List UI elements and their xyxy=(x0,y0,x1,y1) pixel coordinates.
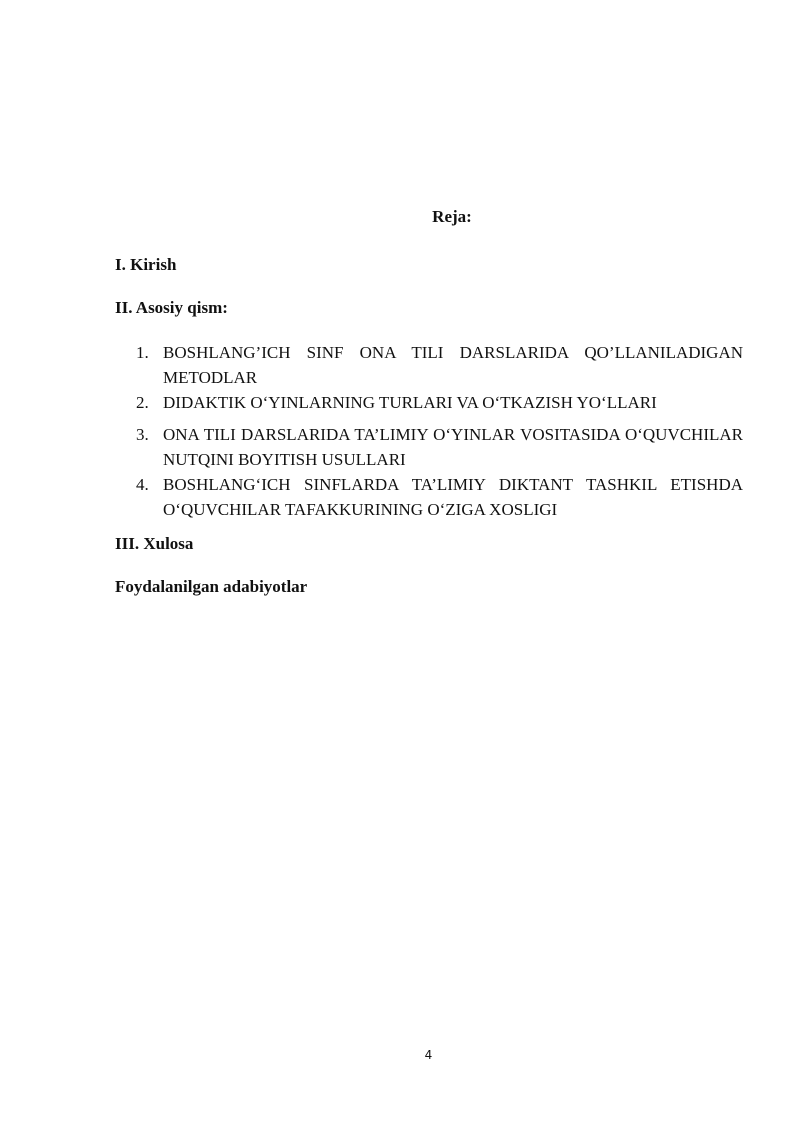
page-title: Reja: xyxy=(432,207,472,226)
page-number: 4 xyxy=(424,1048,433,1062)
list-item xyxy=(136,390,743,415)
list-item xyxy=(136,340,743,390)
list-item-number: 4. xyxy=(136,475,149,494)
list-item-text: BOSHLANG‘ICH SINFLARDA TA’LIMIY DIKTANT TASHKIL ETISHDA O‘QUVCHILAR TAFAKKURINING O‘ZIGA XOSLIGI xyxy=(163,475,743,519)
list-item-text: ONA TILI DARSLARIDA TA’LIMIY O‘YINLAR VOSITASIDA O‘QUVCHILAR NUTQINI BOYITISH USULLARI xyxy=(163,425,743,469)
list-item xyxy=(136,422,743,472)
list-item xyxy=(136,472,743,522)
list-item-text: BOSHLANG’ICH SINF ONA TILI DARSLARIDA QO’LLANILADIGAN METODLAR xyxy=(163,343,743,387)
list-item-number: 3. xyxy=(136,425,149,444)
list-item-text: DIDAKTIK O‘YINLARNING TURLARI VA O‘TKAZISH YO‘LLARI xyxy=(163,393,657,412)
section-heading-references: Foydalanilgan adabiyotlar xyxy=(115,577,308,596)
list-item-number: 1. xyxy=(136,343,149,362)
section-heading-intro: I. Kirish xyxy=(115,255,177,274)
list-item-number: 2. xyxy=(136,393,149,412)
section-heading-main: II. Asosiy qism: xyxy=(115,298,228,317)
section-heading-conclusion: III. Xulosa xyxy=(115,534,194,553)
